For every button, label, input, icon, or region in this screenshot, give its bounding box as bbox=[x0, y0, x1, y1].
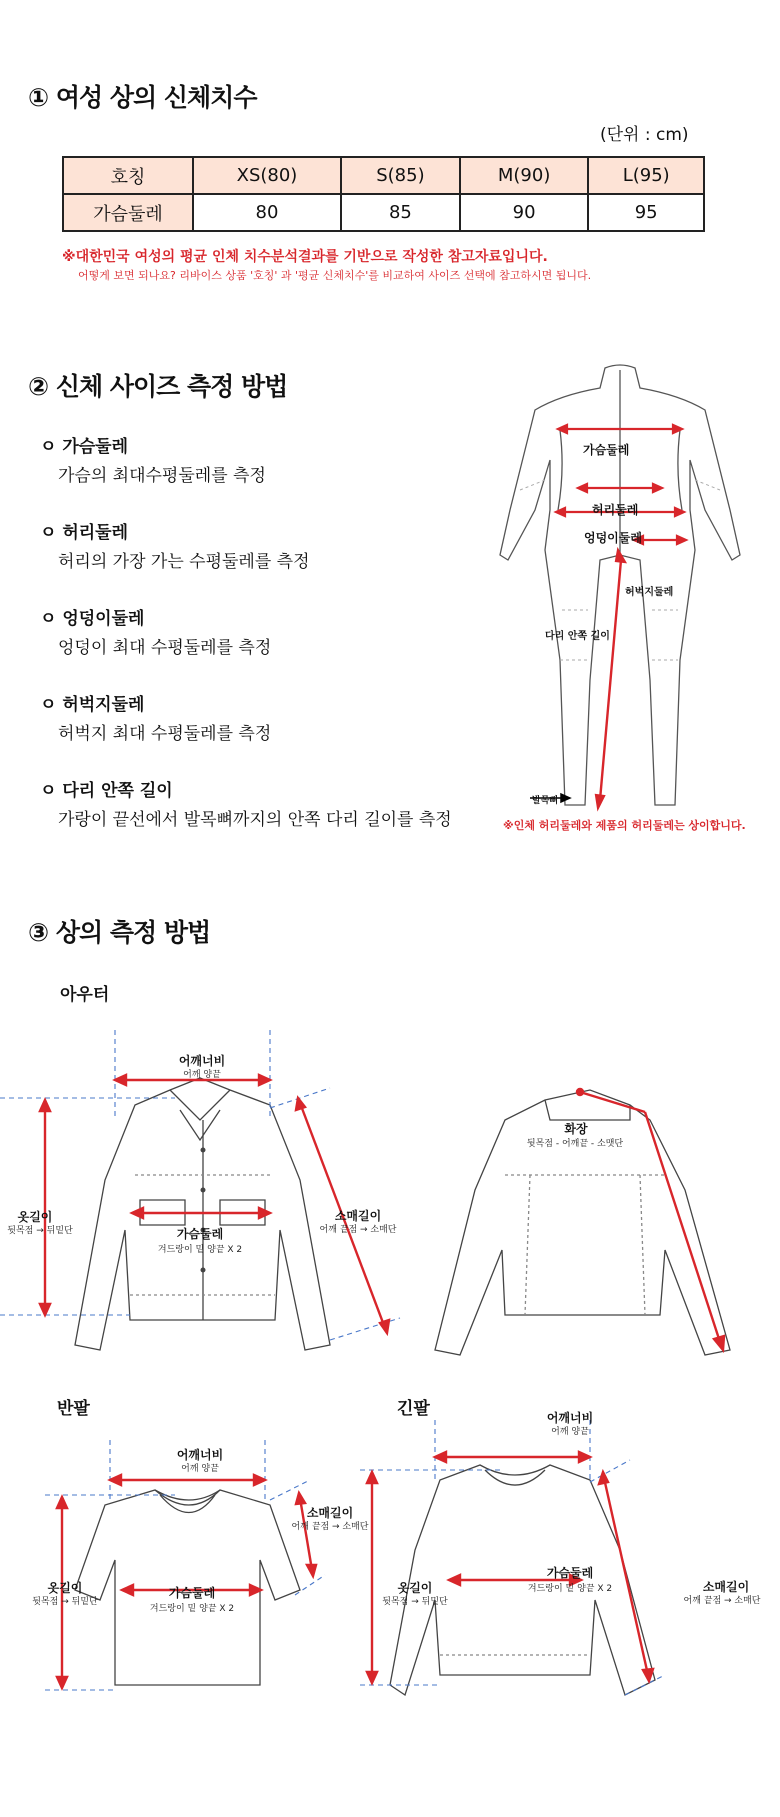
long-shoulder-sub: 어깨 양끝 bbox=[551, 1427, 589, 1437]
short-length-label: 옷길이 bbox=[47, 1581, 83, 1595]
figure-label-waist: 허리둘레 bbox=[592, 503, 639, 517]
short-shoulder-label: 어깨너비 bbox=[176, 1448, 224, 1462]
table-header-cell: M(90) bbox=[460, 157, 589, 194]
section1-title: ① 여성 상의 신체치수 bbox=[28, 83, 257, 112]
measure-item-title: ㅇ 허벅지둘레 bbox=[40, 695, 145, 715]
short-heading: 반팔 bbox=[57, 1399, 90, 1419]
table-header-cell: S(85) bbox=[341, 157, 460, 194]
figure-label-inseam: 다리 안쪽 길이 bbox=[545, 631, 610, 642]
outer-sleeve-label: 소매길이 bbox=[334, 1209, 382, 1223]
table-cell: 90 bbox=[460, 194, 589, 231]
outer-hwajang-label: 화장 bbox=[564, 1122, 588, 1136]
list-item bbox=[40, 604, 452, 690]
long-sleeve-label: 소매길이 bbox=[702, 1580, 750, 1594]
short-sleeve-label: 소매길이 bbox=[306, 1506, 354, 1520]
list-item bbox=[40, 690, 452, 776]
figure-label-thigh: 허벅지둘레 bbox=[625, 587, 674, 598]
table-cell: 95 bbox=[588, 194, 704, 231]
short-sleeve-figure bbox=[0, 1440, 390, 1710]
figure-note: ※인체 허리둘레와 제품의 허리둘레는 상이합니다. bbox=[503, 819, 746, 832]
long-length-sub: 뒷목점 → 뒤밑단 bbox=[382, 1597, 448, 1607]
size-table bbox=[62, 156, 705, 232]
long-length-label: 옷길이 bbox=[397, 1581, 433, 1595]
outer-shoulder-label: 어깨너비 bbox=[178, 1054, 226, 1068]
section3-title: ③ 상의 측정 방법 bbox=[28, 918, 211, 947]
table-header-cell: L(95) bbox=[588, 157, 704, 194]
long-shoulder-label: 어깨너비 bbox=[546, 1411, 594, 1425]
section2-title: ② 신체 사이즈 측정 방법 bbox=[28, 372, 288, 401]
long-chest-sub: 겨드랑이 밑 양끝 X 2 bbox=[527, 1584, 613, 1594]
figure-label-chest: 가슴둘레 bbox=[583, 443, 630, 457]
list-item bbox=[40, 518, 452, 604]
table-note: ※대한민국 여성의 평균 인체 치수분석결과를 기반으로 작성한 참고자료입니다. bbox=[62, 249, 548, 265]
outer-chest-sub: 겨드랑이 밑 양끝 X 2 bbox=[157, 1245, 243, 1255]
outer-length-label: 옷길이 bbox=[17, 1210, 53, 1224]
size-table-header-row bbox=[63, 157, 704, 194]
measure-item-desc: 가랑이 끝선에서 발목뼈까지의 안쪽 다리 길이를 측정 bbox=[58, 810, 452, 830]
figure-label-hip: 엉덩이둘레 bbox=[584, 531, 642, 545]
measure-list bbox=[40, 432, 452, 862]
short-length-sub: 뒷목점 → 뒤밑단 bbox=[32, 1597, 98, 1607]
outer-hwajang-sub: 뒷목점 - 어깨끝 - 소맷단 bbox=[526, 1139, 624, 1149]
long-chest-label: 가슴둘레 bbox=[546, 1566, 594, 1580]
short-sleeve-sub: 어깨 끝점 → 소매단 bbox=[291, 1522, 369, 1532]
measure-item-desc: 엉덩이 최대 수평둘레를 측정 bbox=[58, 638, 272, 658]
figure-label-ankle: 발목뼈 bbox=[532, 796, 559, 806]
outer-chest-label: 가슴둘레 bbox=[176, 1227, 224, 1241]
short-shoulder-sub: 어깨 양끝 bbox=[181, 1464, 219, 1474]
unit-label: (단위 : cm) bbox=[600, 125, 689, 145]
long-heading: 긴팔 bbox=[397, 1399, 430, 1419]
list-item bbox=[40, 432, 452, 518]
table-header-cell: 호칭 bbox=[63, 157, 193, 194]
measure-item-title: ㅇ 가슴둘레 bbox=[40, 437, 129, 457]
measure-item-desc: 허벅지 최대 수평둘레를 측정 bbox=[58, 724, 272, 744]
table-cell: 85 bbox=[341, 194, 460, 231]
outer-length-sub: 뒷목점 → 뒤밑단 bbox=[7, 1226, 73, 1236]
outer-heading: 아우터 bbox=[60, 985, 110, 1005]
measure-item-desc: 허리의 가장 가는 수평둘레를 측정 bbox=[58, 552, 310, 572]
outer-sleeve-sub: 어깨 끝점 → 소매단 bbox=[319, 1225, 397, 1235]
measure-item-title: ㅇ 다리 안쪽 길이 bbox=[40, 781, 173, 801]
body-figure bbox=[500, 360, 740, 820]
table-subnote: 어떻게 보면 되나요? 리바이스 상품 '호칭' 과 '평균 신체치수'를 비교하여 사이즈 선택에 참고하시면 됩니다. bbox=[78, 269, 592, 282]
short-chest-label: 가슴둘레 bbox=[168, 1586, 216, 1600]
table-cell: 80 bbox=[193, 194, 341, 231]
table-row-label: 가슴둘레 bbox=[63, 194, 193, 231]
measure-item-title: ㅇ 허리둘레 bbox=[40, 523, 129, 543]
list-item bbox=[40, 776, 452, 862]
measure-item-desc: 가슴의 최대수평둘레를 측정 bbox=[58, 466, 266, 486]
long-sleeve-sub: 어깨 끝점 → 소매단 bbox=[683, 1596, 761, 1606]
measure-item-title: ㅇ 엉덩이둘레 bbox=[40, 609, 145, 629]
table-header-cell: XS(80) bbox=[193, 157, 341, 194]
short-chest-sub: 겨드랑이 밑 양끝 X 2 bbox=[149, 1604, 235, 1614]
size-table-row bbox=[63, 194, 704, 231]
outer-shoulder-sub: 어깨 양끝 bbox=[183, 1070, 221, 1080]
